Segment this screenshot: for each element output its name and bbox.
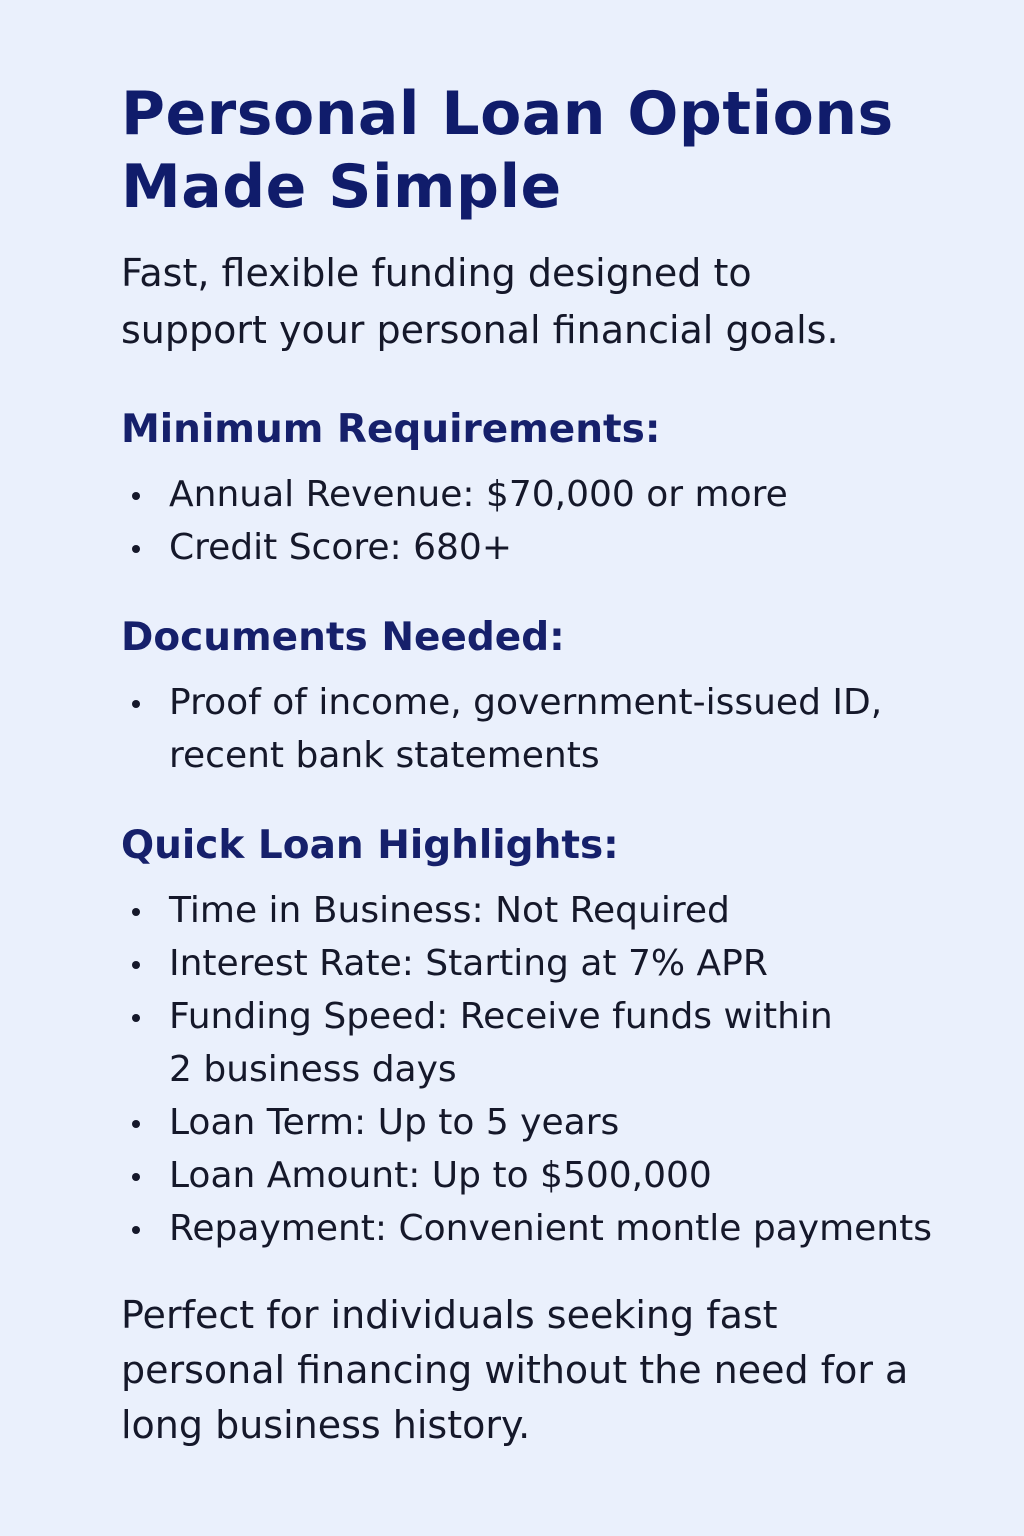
bullet-icon: [132, 1014, 140, 1022]
bullet-icon: [132, 545, 140, 553]
list-item-text-line-1: Funding Speed: Receive funds within: [169, 996, 833, 1037]
list-item-text-line-2: recent bank statements: [169, 735, 600, 776]
closing-line-1: Perfect for individuals seeking fast: [121, 1293, 778, 1337]
highlights-list: [121, 884, 932, 1255]
requirements-heading: Minimum Requirements:: [121, 407, 661, 452]
bullet-icon: [132, 908, 140, 916]
list-item: [121, 468, 788, 521]
bullet-icon: [132, 1120, 140, 1128]
list-item: [121, 676, 882, 782]
subtitle: [121, 245, 839, 359]
list-item: [121, 1096, 932, 1149]
documents-list: [121, 676, 882, 782]
bullet-icon: [132, 700, 140, 708]
closing-line-2: personal financing without the need for a: [121, 1348, 909, 1392]
list-item: [121, 937, 932, 990]
subtitle-line-2: support your personal financial goals.: [121, 308, 839, 352]
bullet-icon: [132, 1173, 140, 1181]
list-item-text: Credit Score: 680+: [169, 527, 512, 568]
list-item-text: Repayment: Convenient montle payments: [169, 1208, 932, 1249]
list-item: [121, 990, 932, 1096]
closing-line-3: long business history.: [121, 1403, 531, 1447]
bullet-icon: [132, 961, 140, 969]
list-item-text: Annual Revenue: $70,000 or more: [169, 474, 788, 515]
documents-heading: Documents Needed:: [121, 615, 565, 660]
page-title-line-2: Made Simple: [121, 152, 562, 222]
page-title: [121, 78, 894, 224]
closing-paragraph: [121, 1288, 908, 1453]
highlights-heading: Quick Loan Highlights:: [121, 823, 619, 868]
list-item: [121, 884, 932, 937]
bullet-icon: [132, 492, 140, 500]
list-item: [121, 1149, 932, 1202]
list-item: [121, 521, 788, 574]
list-item-text: Loan Amount: Up to $500,000: [169, 1155, 712, 1196]
subtitle-line-1: Fast, flexible funding designed to: [121, 251, 752, 295]
requirements-list: [121, 468, 788, 574]
list-item-text-line-2: 2 business days: [169, 1049, 457, 1090]
page-title-line-1: Personal Loan Options: [121, 79, 894, 149]
list-item-text: Interest Rate: Starting at 7% APR: [169, 943, 768, 984]
list-item-text-line-1: Proof of income, government-issued ID,: [169, 682, 883, 723]
list-item-text: Time in Business: Not Required: [169, 890, 730, 931]
list-item-text: Loan Term: Up to 5 years: [169, 1102, 620, 1143]
bullet-icon: [132, 1226, 140, 1234]
list-item: [121, 1202, 932, 1255]
